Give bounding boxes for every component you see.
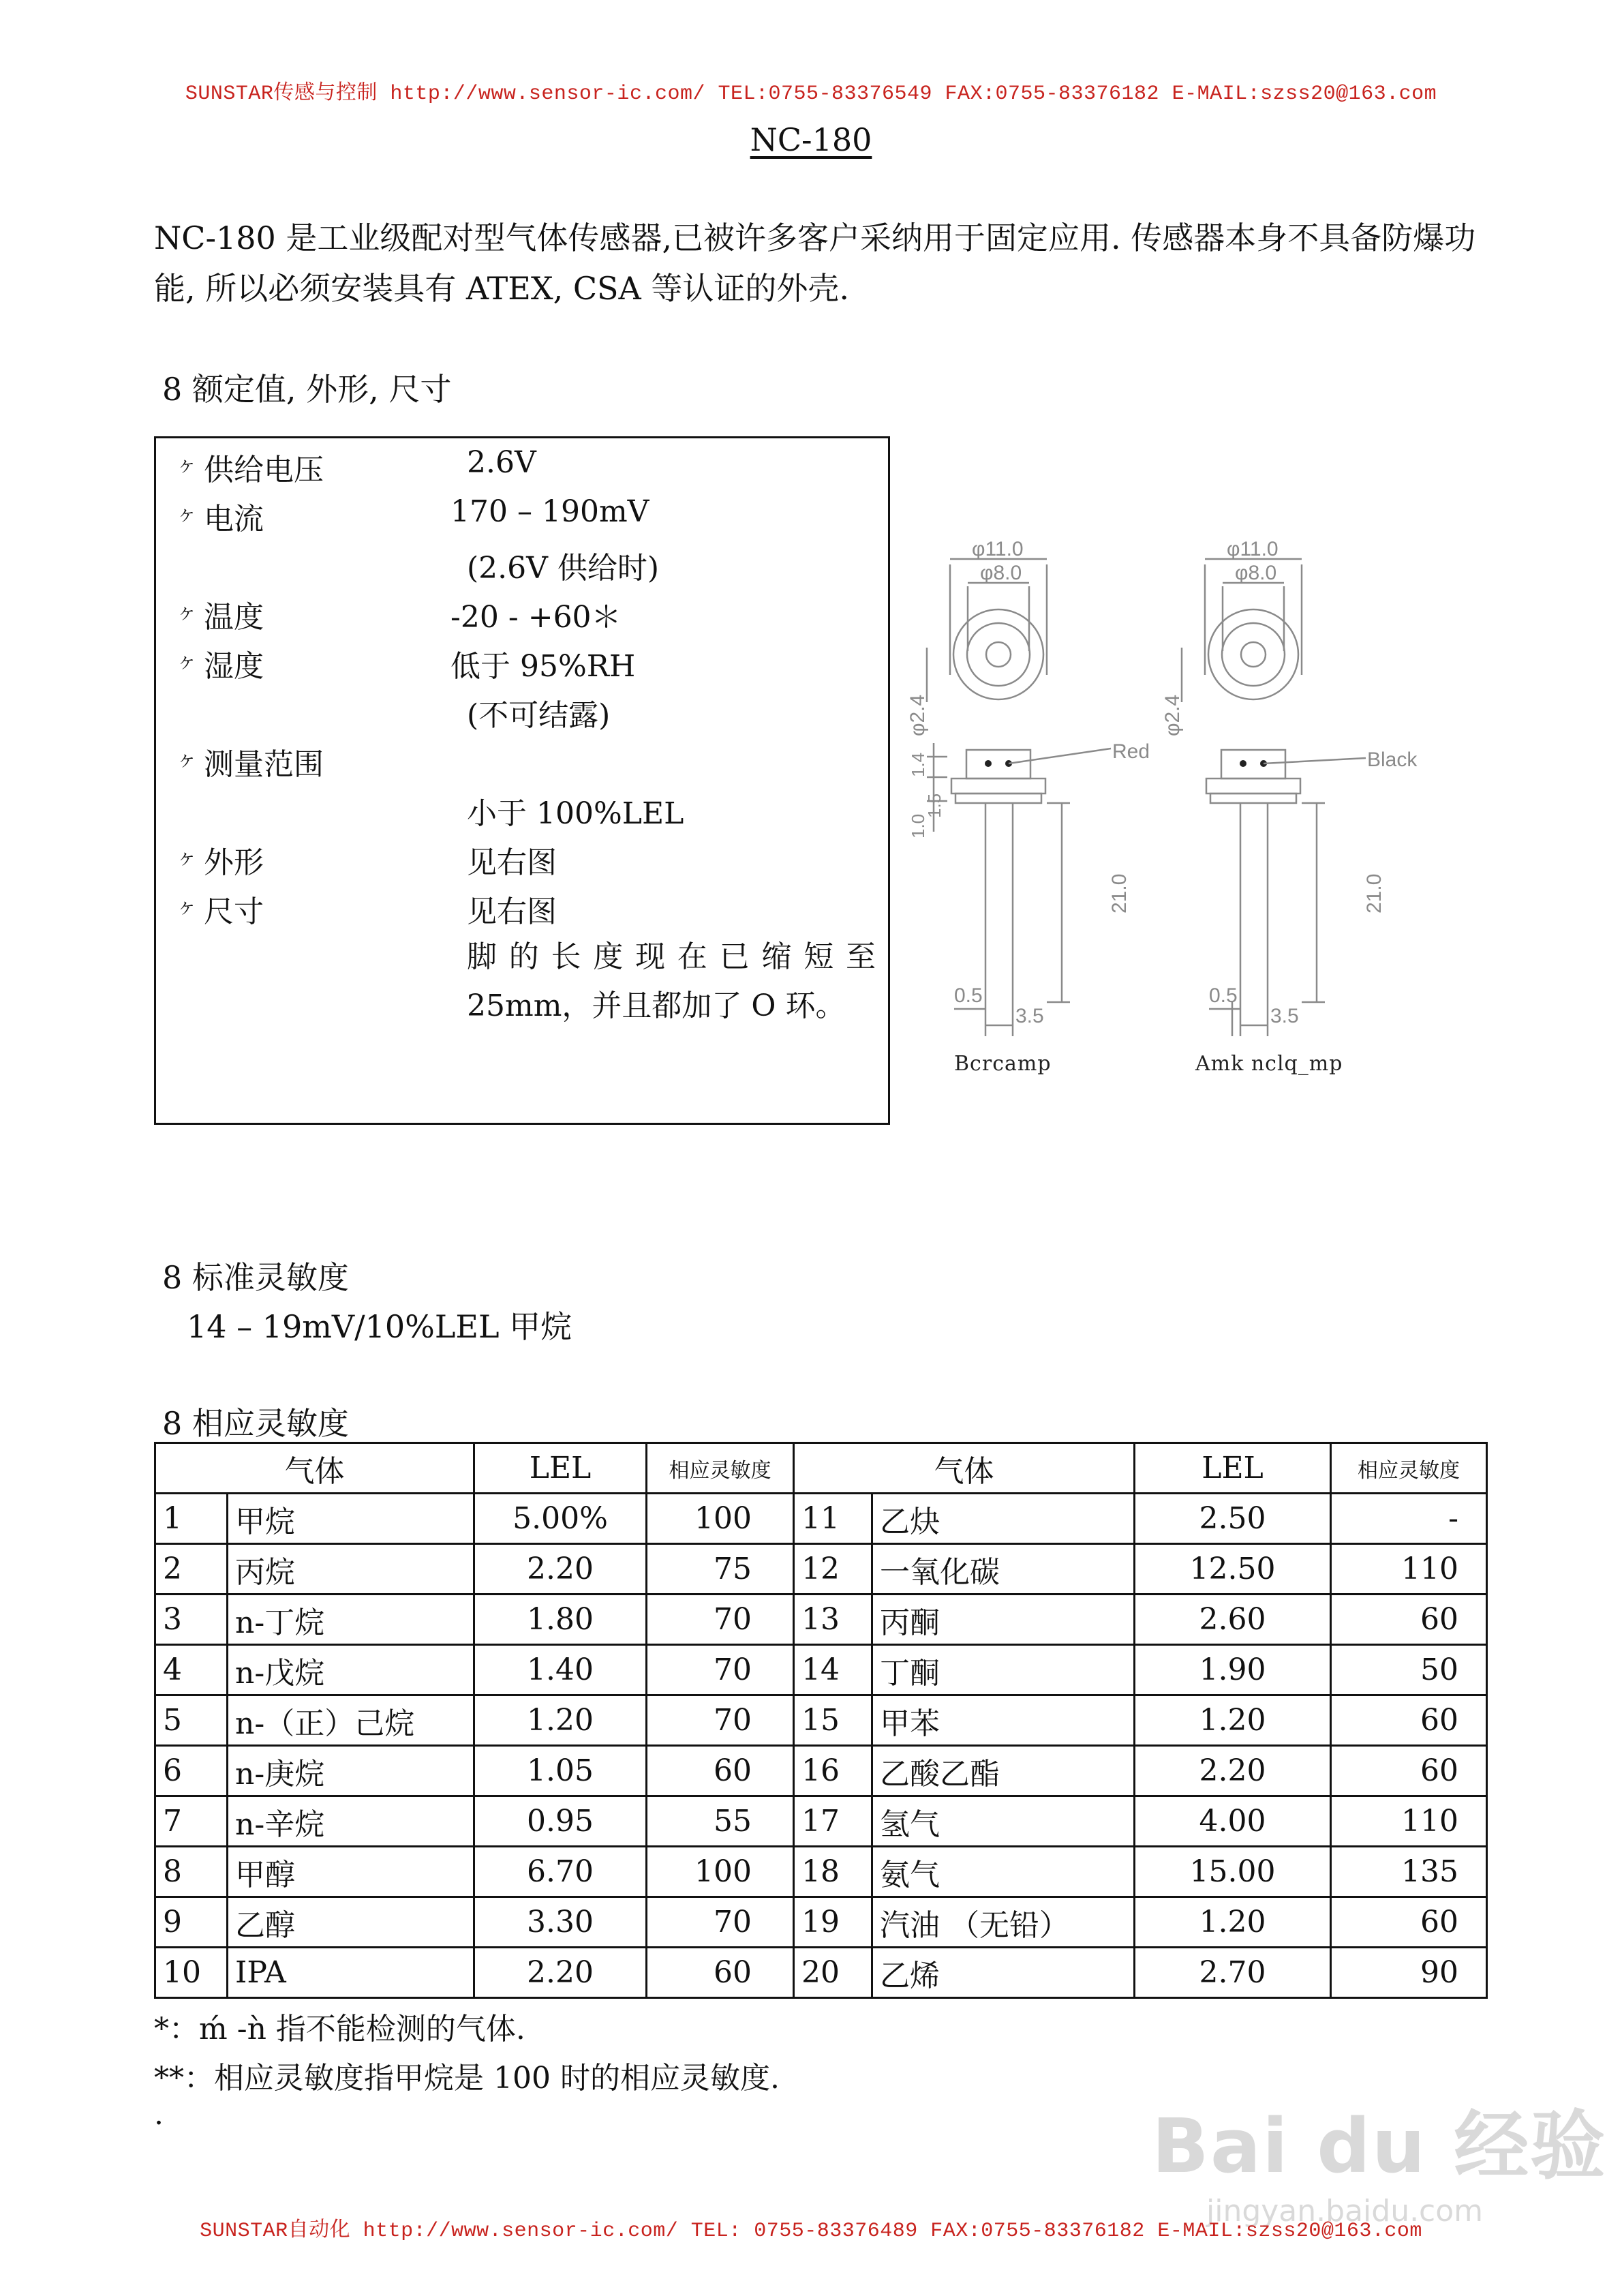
cell-relative: 70: [647, 1897, 794, 1948]
bullet-icon: ヶ: [177, 650, 197, 674]
dim-pin-spacing-right: 3.5: [1270, 1005, 1299, 1027]
header-gas: 气体: [155, 1443, 474, 1494]
wire-label-red: Red: [1112, 740, 1150, 763]
cell-gas: n-辛烷: [228, 1796, 474, 1847]
watermark-url: jingyan.baidu.com: [1206, 2194, 1484, 2229]
cell-gas: 氢气: [872, 1796, 1135, 1847]
cell-relative: 60: [1331, 1746, 1487, 1796]
cell-relative: 110: [1331, 1796, 1487, 1847]
spec-note: (不可结露): [467, 698, 611, 733]
footnote-1: *：ḿ -ǹ 指不能检测的气体.: [154, 2012, 525, 2046]
spec-label: 外形: [204, 845, 264, 880]
section-heading-sensitivity: 8 标准灵敏度: [162, 1259, 349, 1296]
cell-gas: 丙烷: [228, 1544, 474, 1595]
table-row: [155, 1494, 1487, 1544]
header-lel: LEL: [1135, 1443, 1331, 1494]
cell-gas: 乙醇: [228, 1897, 474, 1948]
sensor-outline-diagram: [906, 532, 1438, 1091]
cell-index: 16: [794, 1746, 872, 1796]
cell-lel: 4.00: [1135, 1796, 1331, 1847]
cell-gas: 甲苯: [872, 1695, 1135, 1746]
cell-relative: 135: [1331, 1847, 1487, 1897]
cell-relative: 60: [647, 1746, 794, 1796]
cell-index: 1: [155, 1494, 228, 1544]
page-footer: SUNSTAR自动化 http://www.sensor-ic.com/ TEL: 0755-83376489 FAX:0755-83376182 E-MAIL:szss20@163.com: [200, 2220, 1422, 2243]
spec-note: (2.6V 供给时): [467, 551, 660, 586]
cell-index: 20: [794, 1948, 872, 1998]
cell-lel: 2.70: [1135, 1948, 1331, 1998]
spec-label: 湿度: [204, 649, 264, 684]
cell-index: 19: [794, 1897, 872, 1948]
dim-left-2: 1.4: [908, 752, 928, 777]
stray-dot: .: [154, 2097, 164, 2132]
dim-inner-right: φ8.0: [1235, 562, 1277, 584]
cell-relative: 70: [647, 1595, 794, 1645]
cell-gas: IPA: [228, 1948, 474, 1998]
spec-value: 2.6V: [467, 445, 536, 480]
spec-value: 170 – 190mV: [450, 494, 649, 529]
cell-relative: 60: [1331, 1595, 1487, 1645]
cell-relative: 100: [647, 1494, 794, 1544]
dim-outer-left: φ11.0: [972, 538, 1024, 560]
cell-gas: 甲烷: [228, 1494, 474, 1544]
spec-label: 电流: [204, 502, 264, 537]
caption-left: Bcrcamp: [954, 1052, 1052, 1076]
spec-size: [177, 887, 264, 931]
header-relative: 相应灵敏度: [647, 1443, 794, 1494]
bullet-icon: ヶ: [177, 601, 197, 624]
dim-height-right: φ2.4: [1161, 694, 1184, 736]
cell-lel: 2.20: [474, 1948, 647, 1998]
cell-relative: 90: [1331, 1948, 1487, 1998]
cell-gas: 丁酮: [872, 1645, 1135, 1695]
cell-lel: 15.00: [1135, 1847, 1331, 1897]
dim-pin-length-right: 21.0: [1363, 873, 1386, 913]
bullet-icon: ヶ: [177, 895, 197, 919]
spec-label: 尺寸: [204, 894, 264, 929]
table-row: [155, 1948, 1487, 1998]
cell-index: 3: [155, 1595, 228, 1645]
spec-value: -20 - +60＊: [450, 600, 622, 635]
spec-temperature: [177, 592, 264, 636]
spec-label: 温度: [204, 600, 264, 635]
cell-lel: 1.20: [1135, 1695, 1331, 1746]
cell-relative: 70: [647, 1695, 794, 1746]
cell-lel: 1.20: [1135, 1897, 1331, 1948]
cell-lel: 1.80: [474, 1595, 647, 1645]
cell-lel: 1.90: [1135, 1645, 1331, 1695]
cell-lel: 0.95: [474, 1796, 647, 1847]
section-heading-relative: 8 相应灵敏度: [162, 1405, 349, 1442]
footnote-2: **：相应灵敏度指甲烷是 100 时的相应灵敏度.: [154, 2061, 780, 2096]
dim-left-3: 1.5: [924, 793, 945, 818]
spec-value: 见右图: [467, 894, 557, 929]
cell-gas: n-丁烷: [228, 1595, 474, 1645]
cell-lel: 2.60: [1135, 1595, 1331, 1645]
dim-height-left: φ2.4: [906, 694, 929, 736]
cell-relative: 100: [647, 1847, 794, 1897]
spec-label: 测量范围: [204, 747, 324, 782]
bullet-icon: ヶ: [177, 748, 197, 772]
cell-relative: 110: [1331, 1544, 1487, 1595]
spec-box: [154, 436, 890, 1125]
cell-gas: 丙酮: [872, 1595, 1135, 1645]
watermark-text: Bai du 经验: [1152, 2102, 1607, 2190]
cell-lel: 1.05: [474, 1746, 647, 1796]
intro-paragraph: NC-180 是工业级配对型气体传感器,已被许多客户采纳用于固定应用. 传感器本身不具备防爆功能, 所以必须安装具有 ATEX, CSA 等认证的外壳.: [154, 220, 1476, 307]
header-gas: 气体: [794, 1443, 1135, 1494]
sensor-left-drawing: [927, 559, 1111, 1036]
cell-index: 12: [794, 1544, 872, 1595]
cell-index: 5: [155, 1695, 228, 1746]
spec-pin-note: 脚的长度现在已缩短至 25mm，并且都加了 O 环。: [467, 939, 876, 1023]
table-row: [155, 1695, 1487, 1746]
spec-value: 低于 95%RH: [450, 649, 636, 684]
cell-lel: 6.70: [474, 1847, 647, 1897]
baidu-watermark: [1152, 2086, 1606, 2229]
cell-index: 2: [155, 1544, 228, 1595]
spec-current: [177, 494, 264, 538]
cell-gas: n-戊烷: [228, 1645, 474, 1695]
bullet-icon: ヶ: [177, 453, 197, 477]
spec-value: 见右图: [467, 845, 557, 880]
cell-lel: 2.20: [474, 1544, 647, 1595]
wire-label-black: Black: [1367, 749, 1418, 771]
cell-gas: 乙烯: [872, 1948, 1135, 1998]
cell-relative: 75: [647, 1544, 794, 1595]
cell-lel: 2.50: [1135, 1494, 1331, 1544]
cell-index: 6: [155, 1746, 228, 1796]
cell-index: 15: [794, 1695, 872, 1746]
spec-supply-voltage: [177, 445, 324, 489]
bullet-icon: ヶ: [177, 502, 197, 526]
cell-gas: 甲醇: [228, 1847, 474, 1897]
dim-pin-dia-right: 0.5: [1209, 984, 1238, 1007]
relative-sensitivity-table: [154, 1442, 1488, 1999]
spec-label: 供给电压: [204, 453, 324, 487]
section-heading-ratings: 8 额定值, 外形, 尺寸: [162, 371, 452, 408]
cell-lel: 12.50: [1135, 1544, 1331, 1595]
header-lel: LEL: [474, 1443, 647, 1494]
table-row: [155, 1645, 1487, 1695]
dim-pin-dia-left: 0.5: [954, 984, 983, 1007]
cell-lel: 1.40: [474, 1645, 647, 1695]
caption-right: Amk nclq_mp: [1195, 1052, 1343, 1076]
cell-relative: 60: [1331, 1897, 1487, 1948]
cell-lel: 3.30: [474, 1897, 647, 1948]
table-row: [155, 1847, 1487, 1897]
cell-lel: 5.00%: [474, 1494, 647, 1544]
cell-lel: 2.20: [1135, 1746, 1331, 1796]
dim-pin-length-left: 21.0: [1108, 873, 1131, 913]
spec-humidity: [177, 641, 264, 685]
dim-outer-right: φ11.0: [1227, 538, 1279, 560]
table-row: [155, 1796, 1487, 1847]
cell-lel: 1.20: [474, 1695, 647, 1746]
dim-inner-left: φ8.0: [980, 562, 1022, 584]
cell-relative: 70: [647, 1645, 794, 1695]
table-header-row: [155, 1443, 1487, 1494]
dim-left-1: 1.0: [908, 813, 928, 839]
table-row: [155, 1595, 1487, 1645]
cell-index: 9: [155, 1897, 228, 1948]
sensitivity-value: 14 – 19mV/10%LEL 甲烷: [187, 1308, 572, 1345]
cell-relative: 55: [647, 1796, 794, 1847]
cell-index: 17: [794, 1796, 872, 1847]
page-title: NC-180: [750, 121, 872, 158]
spec-value: 小于 100%LEL: [467, 796, 684, 831]
dim-pin-spacing-left: 3.5: [1015, 1005, 1044, 1027]
cell-index: 4: [155, 1645, 228, 1695]
cell-gas: 乙炔: [872, 1494, 1135, 1544]
cell-gas: 氨气: [872, 1847, 1135, 1897]
cell-gas: 一氧化碳: [872, 1544, 1135, 1595]
cell-relative: -: [1331, 1494, 1487, 1544]
spec-shape: [177, 838, 264, 881]
cell-index: 13: [794, 1595, 872, 1645]
cell-index: 18: [794, 1847, 872, 1897]
cell-relative: 60: [1331, 1695, 1487, 1746]
cell-gas: 汽油 （无铅）: [872, 1897, 1135, 1948]
cell-index: 11: [794, 1494, 872, 1544]
table-row: [155, 1897, 1487, 1948]
table-row: [155, 1544, 1487, 1595]
cell-index: 7: [155, 1796, 228, 1847]
header-relative: 相应灵敏度: [1331, 1443, 1487, 1494]
cell-gas: n-庚烷: [228, 1746, 474, 1796]
page-header: SUNSTAR传感与控制 http://www.sensor-ic.com/ TEL:0755-83376549 FAX:0755-83376182 E-MAIL:szss20@163.com: [185, 82, 1437, 106]
cell-index: 14: [794, 1645, 872, 1695]
table-body: [155, 1494, 1487, 1998]
spec-range: [177, 740, 324, 783]
sensor-right-drawing: [1182, 559, 1366, 1036]
cell-gas: n-（正）己烷: [228, 1695, 474, 1746]
table-row: [155, 1746, 1487, 1796]
cell-index: 10: [155, 1948, 228, 1998]
cell-relative: 50: [1331, 1645, 1487, 1695]
bullet-icon: ヶ: [177, 846, 197, 870]
cell-index: 8: [155, 1847, 228, 1897]
cell-gas: 乙酸乙酯: [872, 1746, 1135, 1796]
cell-relative: 60: [647, 1948, 794, 1998]
